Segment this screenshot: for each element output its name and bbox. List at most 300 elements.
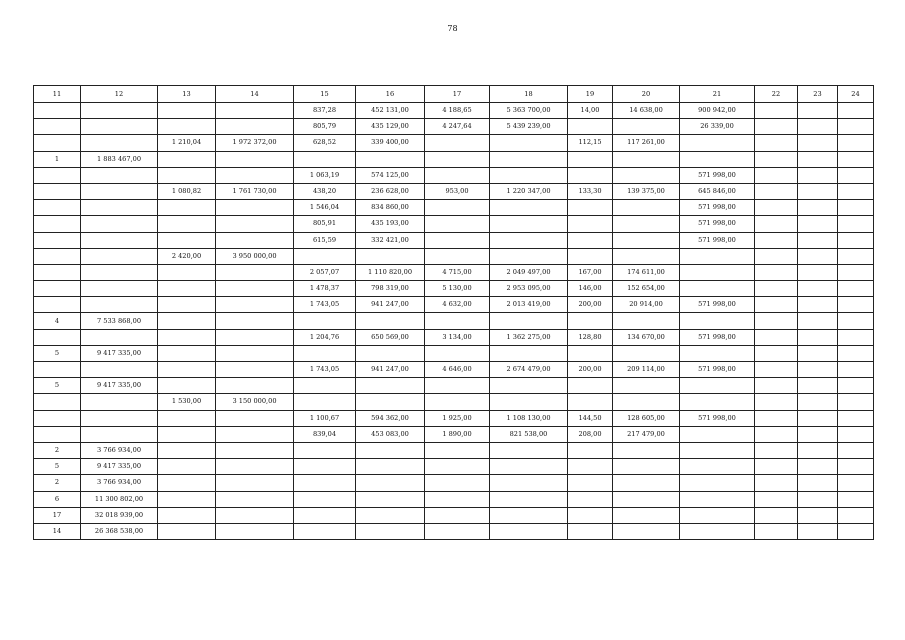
table-cell xyxy=(425,151,490,167)
table-cell: 14 638,00 xyxy=(613,103,680,119)
table-cell xyxy=(425,378,490,394)
table-cell xyxy=(838,329,874,345)
table-cell xyxy=(34,362,81,378)
table-cell xyxy=(81,248,158,264)
table-cell xyxy=(838,491,874,507)
table-cell xyxy=(356,507,425,523)
table-cell xyxy=(216,216,294,232)
table-row xyxy=(34,313,874,329)
table-cell xyxy=(680,135,755,151)
table-cell xyxy=(356,378,425,394)
table-cell xyxy=(568,491,613,507)
table-cell xyxy=(294,394,356,410)
table-cell: 900 942,00 xyxy=(680,103,755,119)
table-cell: 1 478,37 xyxy=(294,281,356,297)
table-cell: 152 654,00 xyxy=(613,281,680,297)
table-cell xyxy=(356,491,425,507)
table-cell: 839,04 xyxy=(294,426,356,442)
table-cell: 144,50 xyxy=(568,410,613,426)
table-cell xyxy=(34,183,81,199)
table-cell xyxy=(158,264,216,280)
table-cell: 167,00 xyxy=(568,264,613,280)
table-cell xyxy=(216,523,294,539)
table-cell xyxy=(613,119,680,135)
table-cell xyxy=(216,459,294,475)
table-cell: 438,20 xyxy=(294,183,356,199)
table-cell xyxy=(798,362,838,378)
table-cell: 1 546,04 xyxy=(294,200,356,216)
table-cell xyxy=(838,183,874,199)
column-header: 18 xyxy=(490,86,568,103)
table-row xyxy=(34,200,874,216)
table-cell xyxy=(158,345,216,361)
column-header: 21 xyxy=(680,86,755,103)
table-cell xyxy=(34,281,81,297)
table-cell xyxy=(216,119,294,135)
table-cell xyxy=(158,362,216,378)
table-cell xyxy=(490,491,568,507)
data-table xyxy=(33,85,874,540)
table-row xyxy=(34,329,874,345)
table-cell xyxy=(798,281,838,297)
table-cell xyxy=(490,442,568,458)
table-row xyxy=(34,135,874,151)
table-cell xyxy=(490,151,568,167)
table-cell xyxy=(158,200,216,216)
table-cell xyxy=(755,459,798,475)
table-cell: 26 339,00 xyxy=(680,119,755,135)
table-row xyxy=(34,345,874,361)
table-cell xyxy=(216,329,294,345)
table-cell xyxy=(425,167,490,183)
table-cell xyxy=(798,313,838,329)
table-row xyxy=(34,151,874,167)
table-cell xyxy=(798,459,838,475)
table-cell xyxy=(568,119,613,135)
table-cell xyxy=(158,151,216,167)
table-row xyxy=(34,378,874,394)
table-cell xyxy=(490,167,568,183)
table-cell xyxy=(81,232,158,248)
table-cell: 837,28 xyxy=(294,103,356,119)
table-cell: 209 114,00 xyxy=(613,362,680,378)
table-cell xyxy=(158,329,216,345)
table-row xyxy=(34,119,874,135)
table-cell: 805,79 xyxy=(294,119,356,135)
table-cell: 594 362,00 xyxy=(356,410,425,426)
table-cell xyxy=(425,216,490,232)
table-cell xyxy=(680,345,755,361)
table-cell xyxy=(798,248,838,264)
table-row xyxy=(34,216,874,232)
table-cell xyxy=(755,248,798,264)
table-cell xyxy=(216,232,294,248)
table-cell xyxy=(798,103,838,119)
table-cell xyxy=(294,491,356,507)
table-row xyxy=(34,394,874,410)
table-cell xyxy=(613,345,680,361)
table-cell: 1 080,82 xyxy=(158,183,216,199)
table-cell xyxy=(216,491,294,507)
table-cell xyxy=(613,216,680,232)
table-cell: 200,00 xyxy=(568,297,613,313)
table-cell xyxy=(838,459,874,475)
table-cell: 571 998,00 xyxy=(680,297,755,313)
table-cell: 453 083,00 xyxy=(356,426,425,442)
table-cell xyxy=(425,475,490,491)
table-cell xyxy=(81,329,158,345)
table-cell: 4 247,64 xyxy=(425,119,490,135)
table-cell xyxy=(425,232,490,248)
table-cell xyxy=(838,135,874,151)
table-cell: 5 130,00 xyxy=(425,281,490,297)
table-cell xyxy=(81,281,158,297)
table-cell: 2 953 095,00 xyxy=(490,281,568,297)
table-cell xyxy=(568,442,613,458)
table-cell: 174 611,00 xyxy=(613,264,680,280)
table-cell xyxy=(216,151,294,167)
table-cell: 6 xyxy=(34,491,81,507)
table-cell: 1 220 347,00 xyxy=(490,183,568,199)
table-cell xyxy=(158,507,216,523)
table-cell xyxy=(755,135,798,151)
table-cell xyxy=(294,442,356,458)
table-cell xyxy=(613,475,680,491)
table-cell: 134 670,00 xyxy=(613,329,680,345)
table-cell xyxy=(755,442,798,458)
table-cell xyxy=(34,167,81,183)
table-cell: 1 925,00 xyxy=(425,410,490,426)
table-cell xyxy=(798,378,838,394)
table-cell xyxy=(34,329,81,345)
table-cell xyxy=(158,103,216,119)
table-cell: 571 998,00 xyxy=(680,200,755,216)
table-cell xyxy=(755,297,798,313)
table-cell: 798 319,00 xyxy=(356,281,425,297)
table-cell xyxy=(798,491,838,507)
table-cell: 133,30 xyxy=(568,183,613,199)
table-row xyxy=(34,232,874,248)
table-cell xyxy=(81,216,158,232)
table-cell xyxy=(356,345,425,361)
table-cell xyxy=(798,216,838,232)
table-cell xyxy=(34,248,81,264)
table-cell xyxy=(680,313,755,329)
table-cell xyxy=(838,378,874,394)
column-header: 23 xyxy=(798,86,838,103)
table-row xyxy=(34,281,874,297)
table-cell: 805,91 xyxy=(294,216,356,232)
table-cell xyxy=(34,216,81,232)
table-cell xyxy=(490,523,568,539)
table-cell xyxy=(216,167,294,183)
column-header: 12 xyxy=(81,86,158,103)
table-cell xyxy=(755,103,798,119)
table-cell: 435 193,00 xyxy=(356,216,425,232)
table-cell xyxy=(356,248,425,264)
table-cell: 452 131,00 xyxy=(356,103,425,119)
table-cell xyxy=(680,459,755,475)
table-cell xyxy=(81,167,158,183)
table-cell xyxy=(294,523,356,539)
table-cell xyxy=(294,345,356,361)
table-cell: 1 890,00 xyxy=(425,426,490,442)
table-cell: 1 100,67 xyxy=(294,410,356,426)
table-cell xyxy=(568,167,613,183)
table-cell xyxy=(425,248,490,264)
table-cell: 1 362 275,00 xyxy=(490,329,568,345)
table-cell xyxy=(216,103,294,119)
table-cell xyxy=(798,264,838,280)
table-row xyxy=(34,362,874,378)
table-cell xyxy=(425,459,490,475)
column-header: 22 xyxy=(755,86,798,103)
table-cell xyxy=(838,345,874,361)
table-cell xyxy=(158,378,216,394)
table-cell: 4 632,00 xyxy=(425,297,490,313)
table-cell xyxy=(490,200,568,216)
table-cell: 2 xyxy=(34,475,81,491)
table-cell xyxy=(216,426,294,442)
table-cell xyxy=(490,135,568,151)
table-cell xyxy=(755,426,798,442)
table-cell xyxy=(216,200,294,216)
table-row xyxy=(34,248,874,264)
table-cell xyxy=(158,281,216,297)
table-cell xyxy=(798,329,838,345)
table-row xyxy=(34,475,874,491)
column-header: 15 xyxy=(294,86,356,103)
table-cell xyxy=(755,281,798,297)
table-cell: 17 xyxy=(34,507,81,523)
table-cell xyxy=(158,232,216,248)
column-header: 20 xyxy=(613,86,680,103)
table-cell xyxy=(216,362,294,378)
table-cell: 571 998,00 xyxy=(680,232,755,248)
table-cell xyxy=(356,394,425,410)
table-cell xyxy=(216,297,294,313)
table-cell xyxy=(613,459,680,475)
table-cell: 5 xyxy=(34,378,81,394)
table-cell xyxy=(81,135,158,151)
table-cell xyxy=(680,507,755,523)
table-cell: 332 421,00 xyxy=(356,232,425,248)
column-header: 19 xyxy=(568,86,613,103)
table-cell xyxy=(158,523,216,539)
table-cell xyxy=(356,523,425,539)
table-cell: 1 210,04 xyxy=(158,135,216,151)
table-cell xyxy=(838,264,874,280)
table-cell: 146,00 xyxy=(568,281,613,297)
table-cell xyxy=(680,151,755,167)
table-cell xyxy=(294,459,356,475)
table-cell xyxy=(158,410,216,426)
table-cell xyxy=(425,135,490,151)
table-cell xyxy=(798,475,838,491)
table-cell: 3 134,00 xyxy=(425,329,490,345)
table-cell: 4 xyxy=(34,313,81,329)
table-cell xyxy=(216,475,294,491)
table-cell xyxy=(838,426,874,442)
table-cell: 3 766 934,00 xyxy=(81,475,158,491)
table-cell: 5 xyxy=(34,345,81,361)
table-cell xyxy=(755,507,798,523)
table-cell: 1 883 467,00 xyxy=(81,151,158,167)
table-cell: 9 417 335,00 xyxy=(81,459,158,475)
table-row xyxy=(34,459,874,475)
table-cell xyxy=(425,491,490,507)
table-cell xyxy=(216,507,294,523)
table-cell xyxy=(755,119,798,135)
table-cell xyxy=(356,313,425,329)
table-cell xyxy=(680,491,755,507)
table-cell: 1 761 730,00 xyxy=(216,183,294,199)
table-cell xyxy=(798,345,838,361)
table-cell xyxy=(613,523,680,539)
table-cell xyxy=(613,394,680,410)
table-cell: 9 417 335,00 xyxy=(81,378,158,394)
table-cell xyxy=(490,394,568,410)
table-cell xyxy=(755,475,798,491)
table-cell xyxy=(490,507,568,523)
table-cell xyxy=(838,232,874,248)
table-cell xyxy=(755,378,798,394)
table-cell xyxy=(838,297,874,313)
table-cell xyxy=(568,523,613,539)
table-cell xyxy=(158,459,216,475)
table-cell xyxy=(81,426,158,442)
table-cell xyxy=(798,426,838,442)
table-cell: 208,00 xyxy=(568,426,613,442)
table-cell xyxy=(158,216,216,232)
table-cell xyxy=(34,410,81,426)
table-row xyxy=(34,442,874,458)
table-cell xyxy=(613,313,680,329)
table-cell xyxy=(294,507,356,523)
table-cell: 941 247,00 xyxy=(356,297,425,313)
table-cell: 1 108 130,00 xyxy=(490,410,568,426)
table-cell xyxy=(34,103,81,119)
table-cell xyxy=(216,442,294,458)
table-cell xyxy=(838,394,874,410)
table-cell xyxy=(356,459,425,475)
table-cell: 1 063,19 xyxy=(294,167,356,183)
table-cell: 128 605,00 xyxy=(613,410,680,426)
table-cell xyxy=(216,345,294,361)
table-cell: 9 417 335,00 xyxy=(81,345,158,361)
table-cell: 2 057,07 xyxy=(294,264,356,280)
table-cell xyxy=(755,216,798,232)
table-cell xyxy=(755,200,798,216)
table-cell xyxy=(216,410,294,426)
table-cell: 217 479,00 xyxy=(613,426,680,442)
table-cell xyxy=(34,297,81,313)
table-row xyxy=(34,491,874,507)
table-cell xyxy=(838,103,874,119)
table-cell xyxy=(568,475,613,491)
table-cell xyxy=(490,232,568,248)
table-cell xyxy=(680,523,755,539)
table-cell xyxy=(798,135,838,151)
table-cell xyxy=(755,313,798,329)
table-cell xyxy=(568,248,613,264)
column-header: 13 xyxy=(158,86,216,103)
table-cell: 435 129,00 xyxy=(356,119,425,135)
table-cell: 1 110 820,00 xyxy=(356,264,425,280)
table-cell xyxy=(425,523,490,539)
table-cell xyxy=(356,475,425,491)
table-cell xyxy=(490,248,568,264)
table-cell: 14 xyxy=(34,523,81,539)
table-cell: 3 950 000,00 xyxy=(216,248,294,264)
table-cell: 574 125,00 xyxy=(356,167,425,183)
table-cell xyxy=(680,264,755,280)
table-cell: 4 715,00 xyxy=(425,264,490,280)
table-cell: 834 860,00 xyxy=(356,200,425,216)
table-cell xyxy=(755,491,798,507)
table-cell xyxy=(838,200,874,216)
table-cell xyxy=(34,394,81,410)
table-cell xyxy=(294,378,356,394)
table-cell xyxy=(81,394,158,410)
table-cell xyxy=(158,442,216,458)
table-cell: 139 375,00 xyxy=(613,183,680,199)
table-cell xyxy=(680,475,755,491)
table-cell: 339 400,00 xyxy=(356,135,425,151)
table-cell xyxy=(568,459,613,475)
table-cell xyxy=(798,167,838,183)
table-cell: 128,80 xyxy=(568,329,613,345)
table-row xyxy=(34,410,874,426)
table-cell xyxy=(568,232,613,248)
table-cell: 2 674 479,00 xyxy=(490,362,568,378)
table-cell xyxy=(158,119,216,135)
table-cell xyxy=(81,264,158,280)
table-cell: 2 049 497,00 xyxy=(490,264,568,280)
table-cell xyxy=(680,378,755,394)
column-header: 16 xyxy=(356,86,425,103)
table-cell xyxy=(294,151,356,167)
table-row xyxy=(34,426,874,442)
table-cell xyxy=(613,378,680,394)
table-cell xyxy=(568,507,613,523)
table-cell xyxy=(613,442,680,458)
table-cell xyxy=(838,507,874,523)
table-cell xyxy=(838,362,874,378)
table-cell xyxy=(680,248,755,264)
table-cell xyxy=(425,313,490,329)
table-cell xyxy=(838,442,874,458)
table-cell xyxy=(798,442,838,458)
table-cell xyxy=(838,151,874,167)
table-cell xyxy=(425,394,490,410)
table-cell xyxy=(755,264,798,280)
table-cell xyxy=(34,200,81,216)
table-cell xyxy=(294,313,356,329)
table-cell: 571 998,00 xyxy=(680,362,755,378)
table-cell xyxy=(755,232,798,248)
table-cell xyxy=(81,297,158,313)
page-number: 78 xyxy=(447,24,458,33)
table-cell: 236 628,00 xyxy=(356,183,425,199)
table-cell xyxy=(34,264,81,280)
table-cell: 3 766 934,00 xyxy=(81,442,158,458)
table-cell xyxy=(356,442,425,458)
table-cell: 7 533 868,00 xyxy=(81,313,158,329)
table-cell xyxy=(755,183,798,199)
table-cell: 11 300 802,00 xyxy=(81,491,158,507)
table-cell: 821 538,00 xyxy=(490,426,568,442)
